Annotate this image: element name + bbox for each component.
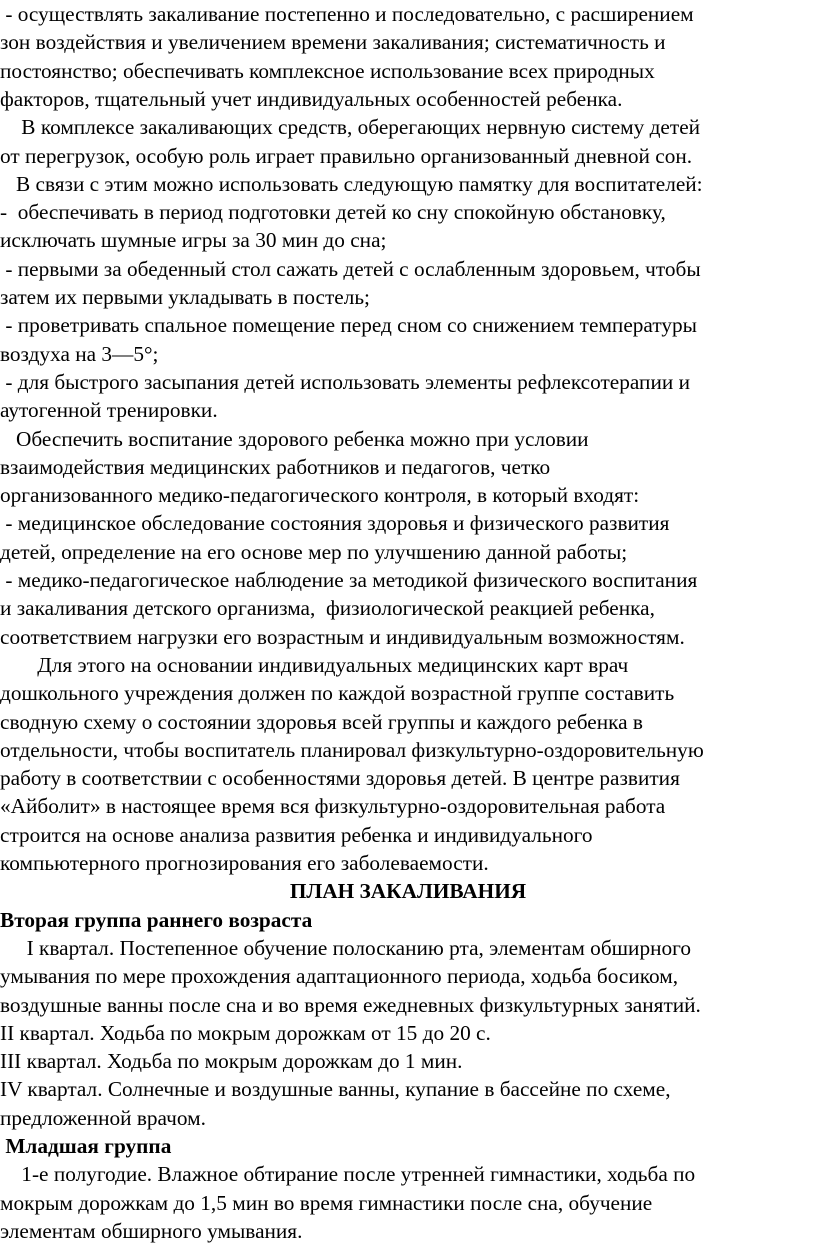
text-line: аутогенной тренировки. xyxy=(0,398,218,423)
text-line: зон воздействия и увеличением времени закаливания; систематичность и xyxy=(0,30,666,55)
text-line: Для этого на основании индивидуальных медицинских карт врач xyxy=(0,652,629,677)
text-line: - обеспечивать в период подготовки детей ко сну спокойную обстановку, xyxy=(0,200,666,225)
text-line: 1-е полугодие. Влажное обтирание после утренней гимнастики, ходьба по xyxy=(0,1162,696,1187)
text-line: факторов, тщательный учет индивидуальных особенностей ребенка. xyxy=(0,86,623,111)
plan-title: ПЛАН ЗАКАЛИВАНИЯ xyxy=(289,879,527,904)
text-line: «Айболит» в настоящее время вся физкультурно-оздоровительная работа xyxy=(0,794,666,819)
text-line: отдельности, чтобы воспитатель планировал физкультурно-оздоровительную xyxy=(0,737,704,762)
text-line: В связи с этим можно использовать следующую памятку для воспитателей: xyxy=(0,171,703,196)
text-line: и закаливания детского организма, физиологической реакцией ребенка, xyxy=(0,596,655,621)
text-line: исключать шумные игры за 30 мин до сна; xyxy=(0,228,387,253)
group-heading: Вторая группа раннего возраста xyxy=(0,907,313,932)
text-line: предложенной врачом. xyxy=(0,1105,206,1130)
text-line: умывания по мере прохождения адаптационного периода, ходьба босиком, xyxy=(0,964,679,989)
text-line: IV квартал. Солнечные и воздушные ванны, купание в бассейне по схеме, xyxy=(0,1077,671,1102)
text-line: от перегрузок, особую роль играет правильно организованный дневной сон. xyxy=(0,143,693,168)
text-line: III квартал. Ходьба по мокрым дорожкам до 1 мин. xyxy=(0,1049,463,1074)
text-line: мокрым дорожкам до 1,5 мин во время гимнастики после сна, обучение xyxy=(0,1190,653,1215)
text-line: - медицинское обследование состояния здоровья и физического развития xyxy=(0,511,670,536)
text-line: - проветривать спальное помещение перед сном со снижением температуры xyxy=(0,313,697,338)
text-line: дошкольного учреждения должен по каждой возрастной группе составить xyxy=(0,681,675,706)
text-line: В комплексе закаливающих средств, оберегающих нервную систему детей xyxy=(0,115,701,140)
text-line: работу в соответствии с особенностями здоровья детей. В центре развития xyxy=(0,766,680,791)
text-line: сводную схему о состоянии здоровья всей группы и каждого ребенка в xyxy=(0,709,643,734)
text-line: строится на основе анализа развития ребенка и индивидуального xyxy=(0,822,593,847)
text-line: - осуществлять закаливание постепенно и последовательно, с расширением xyxy=(0,2,694,26)
text-line: соответствием нагрузки его возрастным и индивидуальным возможностям. xyxy=(0,624,685,649)
text-line: взаимодействия медицинских работников и педагогов, четко xyxy=(0,454,551,479)
text-line: - медико-педагогическое наблюдение за методикой физического воспитания xyxy=(0,568,698,592)
text-line: детей, определение на его основе мер по улучшению данной работы; xyxy=(0,539,628,564)
text-line: I квартал. Постепенное обучение полосканию рта, элементам обширного xyxy=(0,935,691,960)
text-line: воздушные ванны после сна и во время ежедневных физкультурных занятий. xyxy=(0,992,701,1017)
text-line: - для быстрого засыпания детей использовать элементы рефлексотерапии и xyxy=(0,369,690,394)
text-line: - первыми за обеденный стол сажать детей с ослабленным здоровьем, чтобы xyxy=(0,256,701,281)
text-line: элементам обширного умывания. xyxy=(0,1218,303,1243)
text-line: компьютерного прогнозирования его заболеваемости. xyxy=(0,851,489,875)
text-line: воздуха на 3—5°; xyxy=(0,341,159,366)
text-line: затем их первыми укладывать в постель; xyxy=(0,285,370,309)
text-line: постоянство; обеспечивать комплексное использование всех природных xyxy=(0,58,655,83)
text-line: Обеспечить воспитание здорового ребенка можно при условии xyxy=(0,426,589,451)
text-line: II квартал. Ходьба по мокрым дорожкам от 15 до 20 с. xyxy=(0,1020,491,1045)
group-heading: Младшая группа xyxy=(0,1134,172,1158)
text-line: организованного медико-педагогического контроля, в который входят: xyxy=(0,483,640,508)
